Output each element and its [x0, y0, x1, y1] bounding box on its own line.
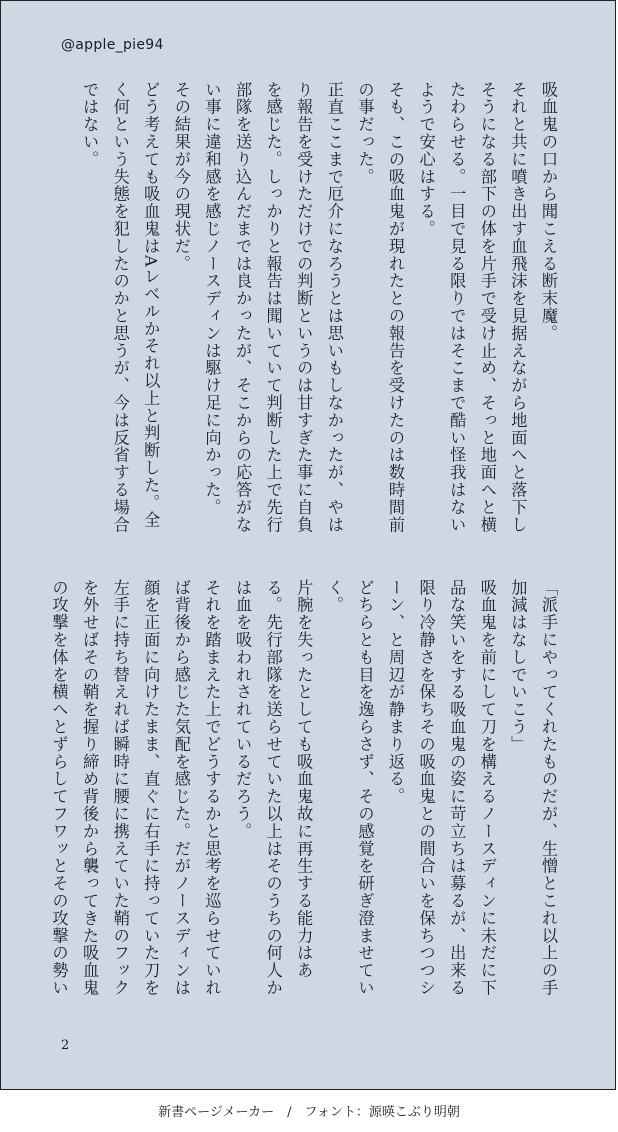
paragraph: その結果が今の現状だ。: [171, 81, 191, 273]
paragraph: どう考えても吸血鬼はAレベルかそれ以上と判断した。全く何という失態を犯したのかと思うが、今は反省する場合ではない。: [80, 81, 161, 534]
paragraph: 吸血鬼を前にして刀を構えるノースディンに未だに下品な笑いをする吸血鬼の姿に苛立ちは募るが、出来る限り冷静さを保ちその吸血鬼との間合いを保ちつつシーン、と周辺が静まり返る。: [386, 579, 497, 997]
paragraph: どちらとも目を逸らさず、その感覚を研ぎ澄ませていく。: [324, 579, 375, 997]
paragraph: 片腕を失ったとしても吸血鬼故に再生する能力はある。先行部隊を送らせていた以上はそのうちの何人かは血を吸われされているだろう。: [233, 579, 314, 997]
text-block-top: [53, 81, 563, 536]
paragraph: それを踏まえた上でどうするかと思考を巡らせていれば背後から感じた気配を感じた。だがノースディンは顔を正面に向けたまま、直ぐに右手に持っていた刀を左手に持ち替えれば瞬時に腰に携えていた鞘のフックを外せばその鞘を握り締め背後から襲ってきた吸血鬼の攻撃を体を横へとずらしてフワッとその攻撃の勢い: [49, 579, 222, 997]
paragraph: それと共に噴き出す血飛沫を見据えながら地面へと落下しそうになる部下の体を片手で受け止め、そっと地面へと横たわらせる。一目で見る限りではそこまで酷い怪我はないようで安心はする。: [416, 81, 528, 534]
paragraph: 吸血鬼の口から聞こえる断末魔。: [539, 81, 558, 342]
page-number: 2: [61, 1038, 70, 1053]
paragraph: 「派手にやってくれたものだが、生憎とこれ以上の手加減はなしでいこう」: [508, 579, 558, 997]
text-block-bottom: [49, 579, 563, 1009]
paragraph: そも、この吸血鬼が現れたとの報告を受けたのは数時間前の事だった。: [355, 81, 406, 534]
author-handle: @apple_pie94: [61, 37, 164, 53]
paragraph: 正直ここまで厄介になろうとは思いもしなかったが、やはり報告を受けただけでの判断というのは甘すぎた事に自負を感じた。しっかりと報告は聞いていて判断した上で先行部隊を送り込んだまでは良かったが、そこからの応答がない事に違和感を感じノースディンは駆け足に向かった。: [202, 81, 344, 534]
maker-caption: 新書ページメーカー / フォント：源暎こぶり明朝: [158, 1105, 460, 1120]
